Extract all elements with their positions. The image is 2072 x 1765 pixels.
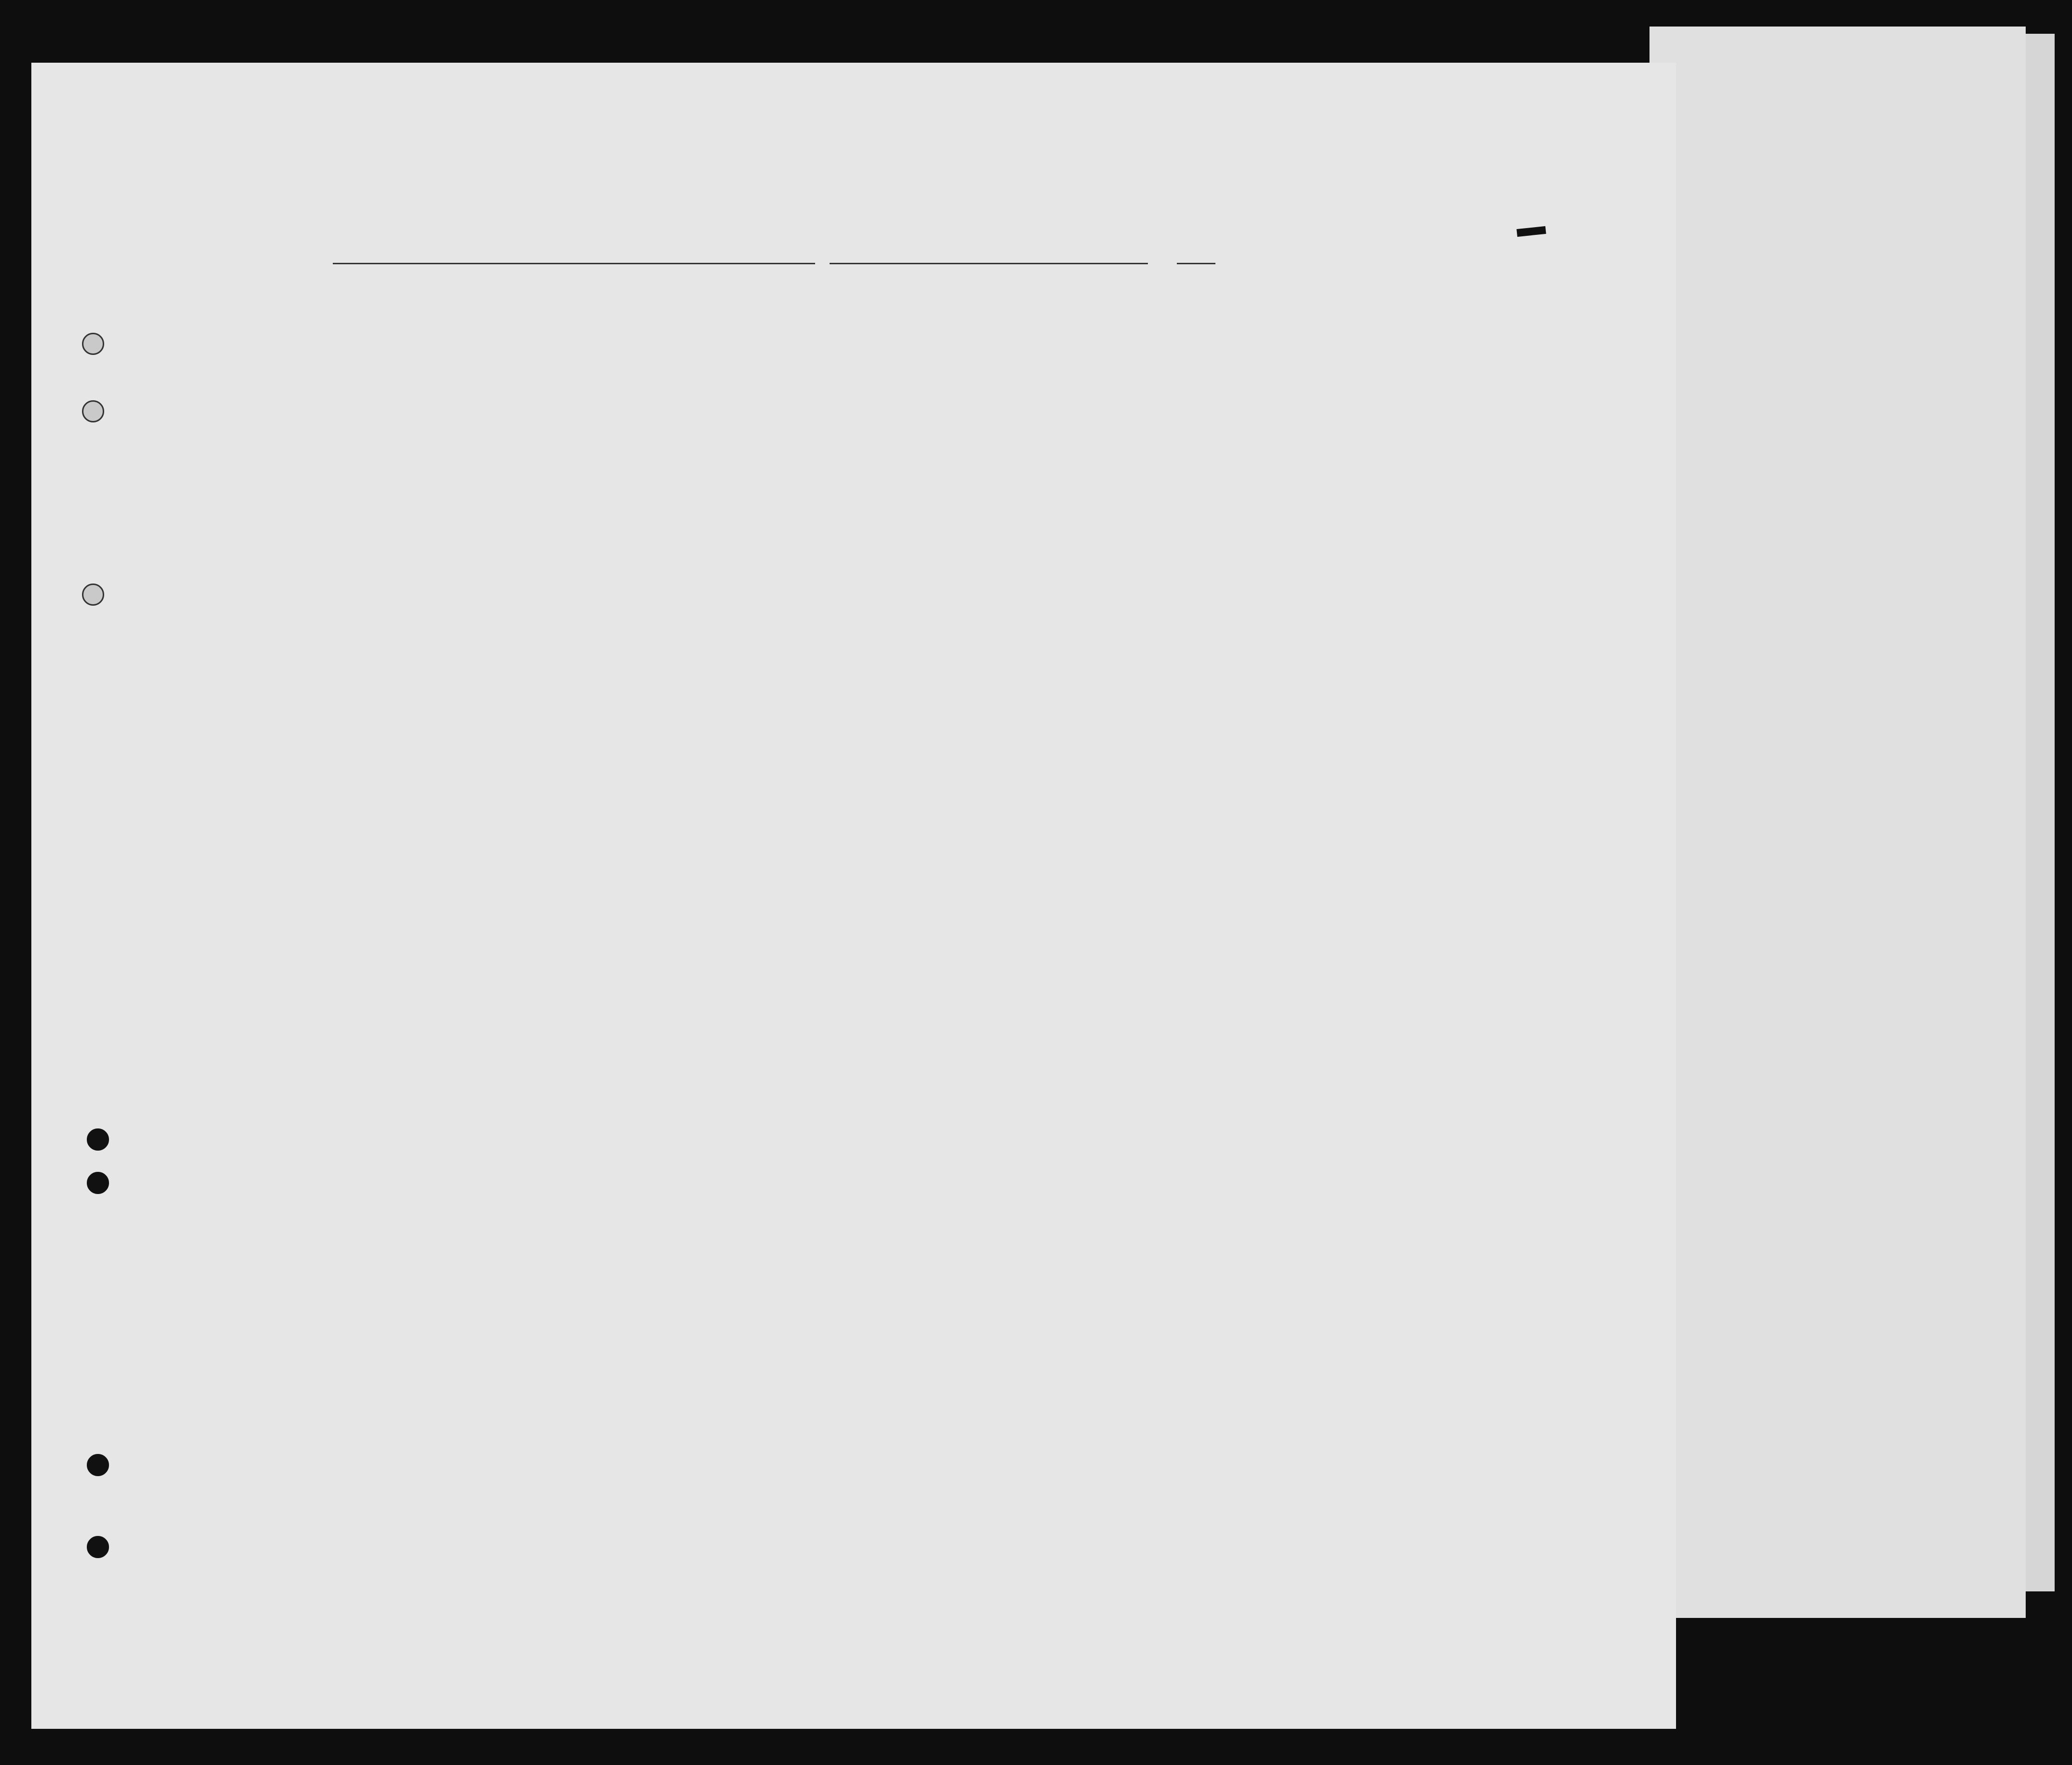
binder-hole — [87, 1454, 109, 1476]
binder-hole — [82, 333, 104, 355]
binder-hole — [82, 400, 104, 422]
binder-hole — [87, 1536, 109, 1558]
binder-hole — [82, 584, 104, 606]
binder-hole — [87, 1128, 109, 1151]
binder-hole — [87, 1172, 109, 1194]
